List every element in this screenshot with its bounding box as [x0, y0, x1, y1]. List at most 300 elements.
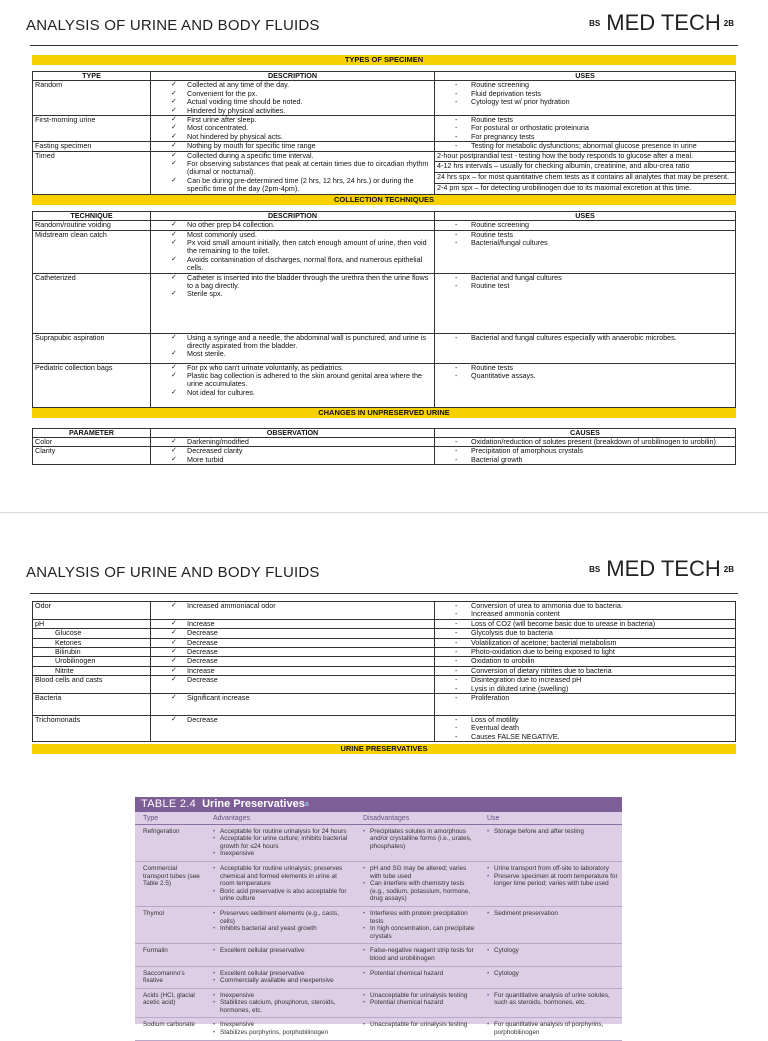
use-item-cell — [435, 221, 736, 230]
section-collection-techniques: COLLECTION TECHNIQUES — [32, 195, 736, 205]
description-item: ✓ Using a syringe and a needle, the abdominal wall is punctured, and urine is directly aspirated from the bladder. — [153, 334, 432, 351]
disadvantage-item: • Unacceptable for urinalysis testing — [363, 992, 476, 1000]
description-item: ✓ Not ideal for cultures. — [153, 389, 432, 397]
observation-item-list — [153, 657, 432, 665]
table-row — [33, 657, 736, 666]
cause-item-list — [437, 639, 733, 647]
use-item: • Cytology — [487, 947, 619, 955]
use-item-cell — [435, 81, 736, 116]
cause-item-list — [437, 447, 733, 464]
description-item: ✓ For px who can't urinate voluntarily, as pediatrics. — [153, 364, 432, 372]
table-row — [33, 602, 736, 620]
header-rule — [30, 593, 738, 594]
observation-item-cell — [151, 629, 435, 638]
cause-item: - Loss of motility — [437, 716, 733, 724]
use-item-cell — [435, 230, 736, 273]
description-item: ✓ Not hindered by physical acts. — [153, 133, 432, 141]
observation-item: ✓ Decrease — [153, 648, 432, 656]
observation-item: ✓ More turbid — [153, 456, 432, 464]
table-row — [33, 447, 736, 465]
cause-item-list — [437, 602, 733, 619]
use-item: - Routine tests — [437, 364, 733, 372]
observation-item: ✓ Decrease — [153, 716, 432, 724]
table-row — [33, 151, 736, 162]
table-row — [33, 116, 736, 142]
column-header: PARAMETER — [33, 428, 151, 437]
description-item: ✓ Actual voiding time should be noted. — [153, 98, 432, 106]
description-item: ✓ No other prep b4 collection. — [153, 221, 432, 229]
use-item-list — [487, 910, 619, 918]
use-item: - Routine tests — [437, 231, 733, 239]
column-header: Advantages — [205, 812, 355, 824]
description-item: ✓ Most concentrated. — [153, 124, 432, 132]
advantage-item: • Inexpensive — [213, 850, 352, 858]
cause-item-list — [437, 716, 733, 741]
cause-item: - Conversion of urea to ammonia due to bacteria. — [437, 602, 733, 610]
description-item-cell — [151, 221, 435, 230]
header-rule — [30, 45, 738, 46]
use-item-list — [437, 231, 733, 248]
row-label: Blood cells and casts — [33, 676, 151, 694]
observation-item: ✓ Darkening/modified — [153, 438, 432, 446]
observation-item-list — [153, 676, 432, 684]
advantage-item-list — [213, 910, 352, 933]
observation-item: ✓ Decrease — [153, 657, 432, 665]
use-item-list — [437, 116, 733, 141]
cause-item: - Oxidation/reduction of solutes present (breakdown of urobilinogen to urobilin) — [437, 438, 733, 446]
brand-year: 2B — [723, 564, 734, 574]
column-header: Type — [135, 812, 205, 824]
disadvantage-item-list — [363, 1021, 476, 1029]
table-row — [33, 629, 736, 638]
use-item-list — [437, 142, 733, 150]
advantage-item-list — [213, 970, 352, 985]
cause-item: - Bacterial growth — [437, 456, 733, 464]
observation-item-list — [153, 438, 432, 446]
collection-table-header — [33, 211, 736, 220]
advantage-item: • Acceptable for routine urinalysis for 24 hours — [213, 828, 352, 836]
use-cell — [479, 1018, 622, 1040]
description-item-list — [153, 116, 432, 141]
use-cell — [479, 824, 622, 861]
cause-item: - Volatilization of acetone; bacterial metabolism — [437, 639, 733, 647]
preservative-type: Sodium carbonate — [135, 1018, 205, 1040]
observation-item-cell — [151, 694, 435, 716]
preservative-type: Refrigeration — [135, 824, 205, 861]
description-item-cell — [151, 116, 435, 142]
cause-item-cell — [435, 657, 736, 666]
use-item-list — [437, 81, 733, 106]
preservative-type: Commercial transport tubes (see Table 2.5) — [135, 861, 205, 906]
disadvantage-item-list — [363, 947, 476, 962]
cause-item: - Disintegration due to increased pH — [437, 676, 733, 684]
cause-item-list — [437, 648, 733, 656]
table-row — [33, 716, 736, 742]
brand-logo — [589, 10, 734, 36]
row-label: First-morning urine — [33, 116, 151, 142]
use-item: - Routine tests — [437, 116, 733, 124]
disadvantage-item: • pH and SG may be altered; varies with tube used — [363, 865, 476, 880]
description-item-cell — [151, 151, 435, 194]
column-header: USES — [435, 211, 736, 220]
use-item: - Testing for metabolic dysfunctions; abnormal glucose presence in urine — [437, 142, 733, 150]
use-item: • For quantitative analysis of urine solutes, such as steroids, hormones, etc. — [487, 992, 619, 1007]
preservative-row — [135, 988, 622, 1018]
description-item: ✓ Most sterile. — [153, 350, 432, 358]
table-row — [33, 81, 736, 116]
use-item: - Quantitative assays. — [437, 372, 733, 380]
use-item-cell — [435, 273, 736, 333]
description-item-list — [153, 334, 432, 359]
cause-item-cell — [435, 629, 736, 638]
table-row — [33, 648, 736, 657]
timed-use-item: 24 hrs spx – for most quantitative chem tests as it contains all analytes that may be present. — [435, 173, 736, 184]
description-item: ✓ Nothing by mouth for specific time range — [153, 142, 432, 150]
use-cell — [479, 988, 622, 1018]
advantage-item: • Excellent cellular preservative — [213, 947, 352, 955]
figure-title-footnote-mark: a — [304, 801, 309, 808]
advantage-item: • Acceptable for urine culture; inhibits bacterial growth for ≤24 hours — [213, 835, 352, 850]
column-header: DESCRIPTION — [151, 72, 435, 81]
specimen-table — [32, 71, 736, 195]
use-item-list — [487, 828, 619, 836]
row-label: Catheterized — [33, 273, 151, 333]
advantage-item: • Stabilizes porphyrins, porphobilinogen — [213, 1029, 352, 1037]
observation-item-list — [153, 639, 432, 647]
observation-item-list — [153, 694, 432, 702]
use-item-cell — [435, 116, 736, 142]
advantages-cell — [205, 824, 355, 861]
cause-item: - Increased ammonia content — [437, 610, 733, 618]
advantage-item: • Excellent cellular preservative — [213, 970, 352, 978]
description-item: ✓ First urine after sleep. — [153, 116, 432, 124]
preservative-row — [135, 824, 622, 861]
use-item-list — [487, 970, 619, 978]
disadvantages-cell — [355, 906, 479, 943]
disadvantage-item: • False-negative reagent strip tests for blood and urobilinogen — [363, 947, 476, 962]
table-row — [33, 333, 736, 363]
row-label: Bilirubin — [33, 648, 151, 657]
preservative-row — [135, 966, 622, 988]
description-item: ✓ Most commonly used. — [153, 231, 432, 239]
cause-item-cell — [435, 716, 736, 742]
row-label: Pediatric collection bags — [33, 363, 151, 407]
row-label: Random/routine voiding — [33, 221, 151, 230]
table-row — [33, 619, 736, 628]
row-label: Nitrite — [33, 666, 151, 675]
advantages-cell — [205, 988, 355, 1018]
advantage-item: • Preserves sediment elements (e.g., casts, cells) — [213, 910, 352, 925]
use-item-list — [437, 364, 733, 381]
advantage-item: • Boric acid preservative is also acceptable for urine culture — [213, 888, 352, 903]
use-item: - For postural or orthostatic proteinuria — [437, 124, 733, 132]
disadvantage-item: • Precipitates solutes in amorphous and/or crystalline forms (i.e., urates, phosphates) — [363, 828, 476, 851]
document-title: ANALYSIS OF URINE AND BODY FLUIDS — [26, 17, 320, 34]
changes-table-continued — [32, 601, 736, 742]
row-label: Bacteria — [33, 694, 151, 716]
cause-item-list — [437, 629, 733, 637]
use-item: - Routine screening — [437, 81, 733, 89]
description-item-list — [153, 152, 432, 194]
brand-name: MED TECH — [606, 556, 721, 581]
row-label: Urobilinogen — [33, 657, 151, 666]
page-1 — [0, 0, 768, 512]
use-item: • Urine transport from off-site to laboratory — [487, 865, 619, 873]
timed-use-item: 2-4 pm spx – for detecting urobilinogen due to its maximal excretion at this time. — [435, 183, 736, 194]
table-row — [33, 363, 736, 407]
table-row — [33, 694, 736, 716]
use-item: - Fluid deprivation tests — [437, 90, 733, 98]
description-item: ✓ Px void small amount initially, then catch enough amount of urine, then void the remaining to the toilet. — [153, 239, 432, 256]
description-item-cell — [151, 81, 435, 116]
figure-title-bar — [135, 797, 622, 812]
advantage-item: • Inexpensive — [213, 1021, 352, 1029]
preservative-row — [135, 1018, 622, 1040]
disadvantage-item: • Can interfere with chemistry tests (e.g., sodium, potassium, hormone, drug assays) — [363, 880, 476, 903]
advantage-item: • Acceptable for routine urinalysis; preserves chemical and formed elements in urine at room temperature — [213, 865, 352, 888]
cause-item-cell — [435, 602, 736, 620]
timed-use-item: 4-12 hrs intervals – usually for checking albumin, creatinine, and albu-crea ratio — [435, 162, 736, 173]
specimen-table-header — [33, 72, 736, 81]
advantage-item: • Inhibits bacterial and yeast growth — [213, 925, 352, 933]
disadvantage-item: • In high concentration, can precipitate crystals — [363, 925, 476, 940]
use-cell — [479, 966, 622, 988]
disadvantage-item-list — [363, 910, 476, 940]
advantage-item-list — [213, 947, 352, 955]
timed-use-item: 2-hour postprandial test - testing how the body responds to glucose after a meal. — [435, 151, 736, 162]
disadvantages-cell — [355, 824, 479, 861]
brand-logo — [589, 556, 734, 582]
preservatives-table-header — [135, 812, 622, 824]
advantage-item-list — [213, 865, 352, 903]
use-item-list — [487, 992, 619, 1007]
column-header: TYPE — [33, 72, 151, 81]
advantage-item-list — [213, 828, 352, 858]
observation-item-list — [153, 620, 432, 628]
brand-prefix: BS — [589, 564, 601, 574]
observation-item: ✓ Decrease — [153, 639, 432, 647]
column-header: CAUSES — [435, 428, 736, 437]
cause-item-cell — [435, 676, 736, 694]
section-urine-preservatives: URINE PRESERVATIVES — [32, 744, 736, 754]
disadvantage-item: • Unacceptable for urinalysis testing — [363, 1021, 476, 1029]
row-label: Ketones — [33, 638, 151, 647]
observation-item-cell — [151, 676, 435, 694]
observation-item-cell — [151, 716, 435, 742]
column-header: DESCRIPTION — [151, 211, 435, 220]
cause-item: - Precipitation of amorphous crystals — [437, 447, 733, 455]
use-item: • Cytology — [487, 970, 619, 978]
description-item-list — [153, 364, 432, 398]
preservative-row — [135, 906, 622, 943]
disadvantages-cell — [355, 1018, 479, 1040]
description-item: ✓ Collected during a specific time interval. — [153, 152, 432, 160]
advantages-cell — [205, 906, 355, 943]
disadvantages-cell — [355, 861, 479, 906]
disadvantages-cell — [355, 944, 479, 966]
use-item-list — [487, 1021, 619, 1036]
row-label: Suprapubic aspiration — [33, 333, 151, 363]
disadvantages-cell — [355, 966, 479, 988]
cause-item: - Glycolysis due to bacteria — [437, 629, 733, 637]
observation-item-list — [153, 716, 432, 724]
use-cell — [479, 906, 622, 943]
observation-item-list — [153, 602, 432, 610]
row-label: Random — [33, 81, 151, 116]
disadvantages-cell — [355, 988, 479, 1018]
observation-item-list — [153, 667, 432, 675]
use-item: - Bacterial and fungal cultures — [437, 274, 733, 282]
use-item: - Routine test — [437, 282, 733, 290]
use-item-list — [487, 865, 619, 888]
observation-item: ✓ Increase — [153, 667, 432, 675]
use-item: - Routine screening — [437, 221, 733, 229]
page-1-content — [32, 55, 736, 465]
preservative-row — [135, 944, 622, 966]
preservative-type: Saccomanno's fixative — [135, 966, 205, 988]
preservatives-table — [135, 812, 622, 1041]
cause-item: - Oxidation to urobilin — [437, 657, 733, 665]
description-item-list — [153, 81, 432, 115]
table-row — [33, 142, 736, 151]
description-item: ✓ Can be during pre-determined time (2 hrs, 12 hrs, 24 hrs.) or during the specific time of the day (2pm-4pm). — [153, 177, 432, 194]
disadvantage-item-list — [363, 828, 476, 851]
disadvantage-item: • Potential chemical hazard — [363, 970, 476, 978]
column-header: USES — [435, 72, 736, 81]
column-header: Disadvantages — [355, 812, 479, 824]
cause-item: - Loss of CO2 (will become basic due to urease in bacteria) — [437, 620, 733, 628]
cause-item-list — [437, 620, 733, 628]
description-item-cell — [151, 333, 435, 363]
disadvantage-item-list — [363, 865, 476, 903]
page-2-content — [32, 601, 736, 754]
advantage-item: • Stabilizes calcium, phosphorus, steroids, hormones, etc. — [213, 999, 352, 1014]
use-cell — [479, 861, 622, 906]
disadvantage-item: • Interferes with protein precipitation tests — [363, 910, 476, 925]
observation-item-cell — [151, 447, 435, 465]
observation-item: ✓ Decrease — [153, 676, 432, 684]
table-row — [33, 666, 736, 675]
column-header: Use — [479, 812, 622, 824]
description-item: ✓ Convenient for the px. — [153, 90, 432, 98]
cause-item-list — [437, 694, 733, 702]
advantage-item-list — [213, 1021, 352, 1036]
disadvantage-item-list — [363, 970, 476, 978]
use-item-list — [437, 334, 733, 342]
row-label: Glucose — [33, 629, 151, 638]
observation-item-list — [153, 648, 432, 656]
row-label: Odor — [33, 602, 151, 620]
section-changes-in-unpreserved-urine: CHANGES IN UNPRESERVED URINE — [32, 408, 736, 418]
cause-item-list — [437, 667, 733, 675]
brand-prefix: BS — [589, 18, 601, 28]
observation-item: ✓ Increased ammoniacal odor — [153, 602, 432, 610]
row-label: Color — [33, 437, 151, 446]
cause-item-list — [437, 676, 733, 693]
cause-item-cell — [435, 447, 736, 465]
description-item-cell — [151, 363, 435, 407]
table-row — [33, 221, 736, 230]
description-item-list — [153, 142, 432, 150]
observation-item: ✓ Increase — [153, 620, 432, 628]
use-item-list — [437, 221, 733, 229]
figure-table-label: TABLE 2.4 — [141, 798, 197, 810]
use-item-list — [487, 947, 619, 955]
disadvantage-item-list — [363, 992, 476, 1007]
row-label: pH — [33, 619, 151, 628]
use-cell — [479, 944, 622, 966]
description-item: ✓ For observing substances that peak at certain times due to circadian rhythm (diurnal or nocturnal). — [153, 160, 432, 177]
brand-year: 2B — [723, 18, 734, 28]
description-item-cell — [151, 142, 435, 151]
row-label: Midstream clean catch — [33, 230, 151, 273]
cause-item-list — [437, 438, 733, 446]
use-item: - Cytology test w/ prior hydration — [437, 98, 733, 106]
observation-item-list — [153, 629, 432, 637]
description-item-cell — [151, 273, 435, 333]
observation-item-list — [153, 447, 432, 464]
advantages-cell — [205, 1018, 355, 1040]
table-row — [33, 230, 736, 273]
table-row — [33, 437, 736, 446]
observation-item: ✓ Decreased clarity — [153, 447, 432, 455]
observation-item-cell — [151, 657, 435, 666]
urine-preservatives-figure — [135, 797, 622, 1037]
use-item: • Sediment preservation — [487, 910, 619, 918]
advantages-cell — [205, 861, 355, 906]
document-title: ANALYSIS OF URINE AND BODY FLUIDS — [26, 564, 320, 581]
preservative-row — [135, 861, 622, 906]
row-label: Trichomonads — [33, 716, 151, 742]
preservative-type: Acids (HCl, glacial acetic acid) — [135, 988, 205, 1018]
column-header: OBSERVATION — [151, 428, 435, 437]
description-item-list — [153, 231, 432, 273]
cause-item: - Causes FALSE NEGATIVE. — [437, 733, 733, 741]
brand-name: MED TECH — [606, 10, 721, 35]
cause-item: - Photo-oxidation due to being exposed to light — [437, 648, 733, 656]
use-item-cell — [435, 333, 736, 363]
cause-item: - Conversion of dietary nitrites due to bacteria — [437, 667, 733, 675]
advantage-item-list — [213, 992, 352, 1015]
observation-item: ✓ Significant increase — [153, 694, 432, 702]
collection-table — [32, 211, 736, 408]
description-item-list — [153, 221, 432, 229]
use-item: - Bacterial/fungal cultures — [437, 239, 733, 247]
description-item-cell — [151, 230, 435, 273]
row-label: Timed — [33, 151, 151, 194]
use-item: • Preserve specimen at room temperature for longer time period; varies with tube used — [487, 873, 619, 888]
use-item-cell — [435, 363, 736, 407]
observation-item: ✓ Decrease — [153, 629, 432, 637]
advantage-item: • Inexpensive — [213, 992, 352, 1000]
use-item-cell — [435, 142, 736, 151]
observation-item-cell — [151, 602, 435, 620]
use-item: - For pregnancy tests — [437, 133, 733, 141]
use-item: • Storage before and after testing — [487, 828, 619, 836]
section-types-of-specimen: TYPES OF SPECIMEN — [32, 55, 736, 65]
figure-table-title: Urine Preservatives — [202, 798, 305, 810]
cause-item: - Proliferation — [437, 694, 733, 702]
use-item: • For quantitative analysis of porphyrins, porphobilinogen — [487, 1021, 619, 1036]
advantage-item: • Commercially available and inexpensive — [213, 977, 352, 985]
table-row — [33, 676, 736, 694]
use-item: - Bacterial and fungal cultures especially with anaerobic microbes. — [437, 334, 733, 342]
row-label: Clarity — [33, 447, 151, 465]
use-item-list — [437, 274, 733, 291]
column-header: TECHNIQUE — [33, 211, 151, 220]
preservative-type: Formalin — [135, 944, 205, 966]
changes-table — [32, 428, 736, 466]
